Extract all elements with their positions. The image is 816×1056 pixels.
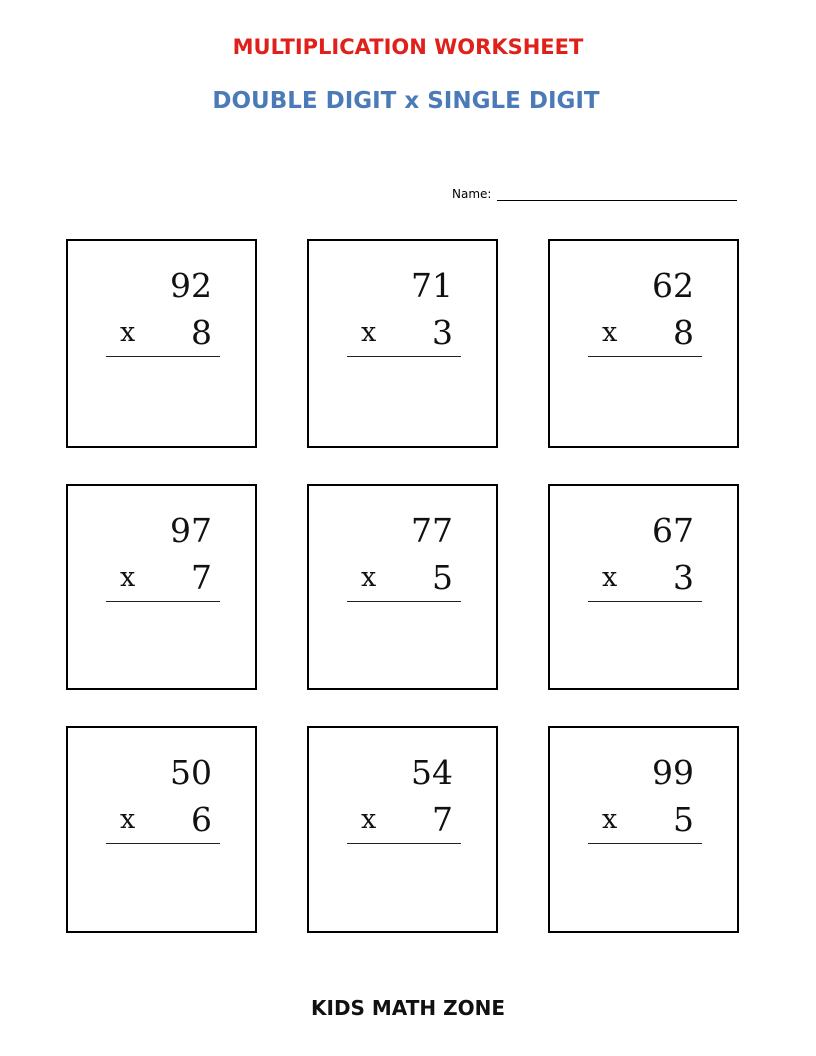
- name-label: Name:: [452, 187, 492, 201]
- answer-line: [347, 356, 461, 357]
- multiply-sign: x: [361, 317, 377, 348]
- problem-box-6: [548, 484, 739, 690]
- problem-bottom-number: 8: [191, 313, 212, 352]
- name-field: [452, 186, 737, 201]
- multiply-sign: x: [602, 317, 618, 348]
- problem-grid: [66, 239, 741, 935]
- answer-line: [106, 601, 220, 602]
- problem-top-number: 71: [411, 266, 453, 305]
- problem-bottom-number: 3: [673, 558, 694, 597]
- problem-top-number: 50: [170, 753, 212, 792]
- problem-top-number: 77: [411, 511, 453, 550]
- problem-top-number: 97: [170, 511, 212, 550]
- answer-line: [106, 356, 220, 357]
- problem-bottom-number: 5: [432, 558, 453, 597]
- footer-brand: KIDS MATH ZONE: [311, 996, 505, 1020]
- multiply-sign: x: [602, 804, 618, 835]
- answer-line: [588, 356, 702, 357]
- problem-box-9: [548, 726, 739, 933]
- problem-box-3: [548, 239, 739, 448]
- problem-top-number: 54: [411, 753, 453, 792]
- problem-box-4: [66, 484, 257, 690]
- answer-line: [106, 843, 220, 844]
- problem-box-7: [66, 726, 257, 933]
- problem-bottom-number: 7: [191, 558, 212, 597]
- problem-top-number: 92: [170, 266, 212, 305]
- multiply-sign: x: [120, 317, 136, 348]
- problem-top-number: 67: [652, 511, 694, 550]
- multiply-sign: x: [602, 562, 618, 593]
- problem-top-number: 62: [652, 266, 694, 305]
- problem-bottom-number: 8: [673, 313, 694, 352]
- multiply-sign: x: [120, 562, 136, 593]
- problem-box-1: [66, 239, 257, 448]
- answer-line: [588, 601, 702, 602]
- answer-line: [588, 843, 702, 844]
- problem-box-5: [307, 484, 498, 690]
- problem-top-number: 99: [652, 753, 694, 792]
- multiply-sign: x: [361, 804, 377, 835]
- answer-line: [347, 601, 461, 602]
- answer-line: [347, 843, 461, 844]
- problem-bottom-number: 5: [673, 800, 694, 839]
- multiply-sign: x: [361, 562, 377, 593]
- worksheet-title: MULTIPLICATION WORKSHEET: [232, 35, 584, 59]
- problem-bottom-number: 3: [432, 313, 453, 352]
- problem-box-2: [307, 239, 498, 448]
- name-blank-line[interactable]: [497, 186, 737, 201]
- worksheet-subtitle: DOUBLE DIGIT x SINGLE DIGIT: [212, 88, 600, 114]
- problem-bottom-number: 7: [432, 800, 453, 839]
- multiply-sign: x: [120, 804, 136, 835]
- problem-box-8: [307, 726, 498, 933]
- problem-bottom-number: 6: [191, 800, 212, 839]
